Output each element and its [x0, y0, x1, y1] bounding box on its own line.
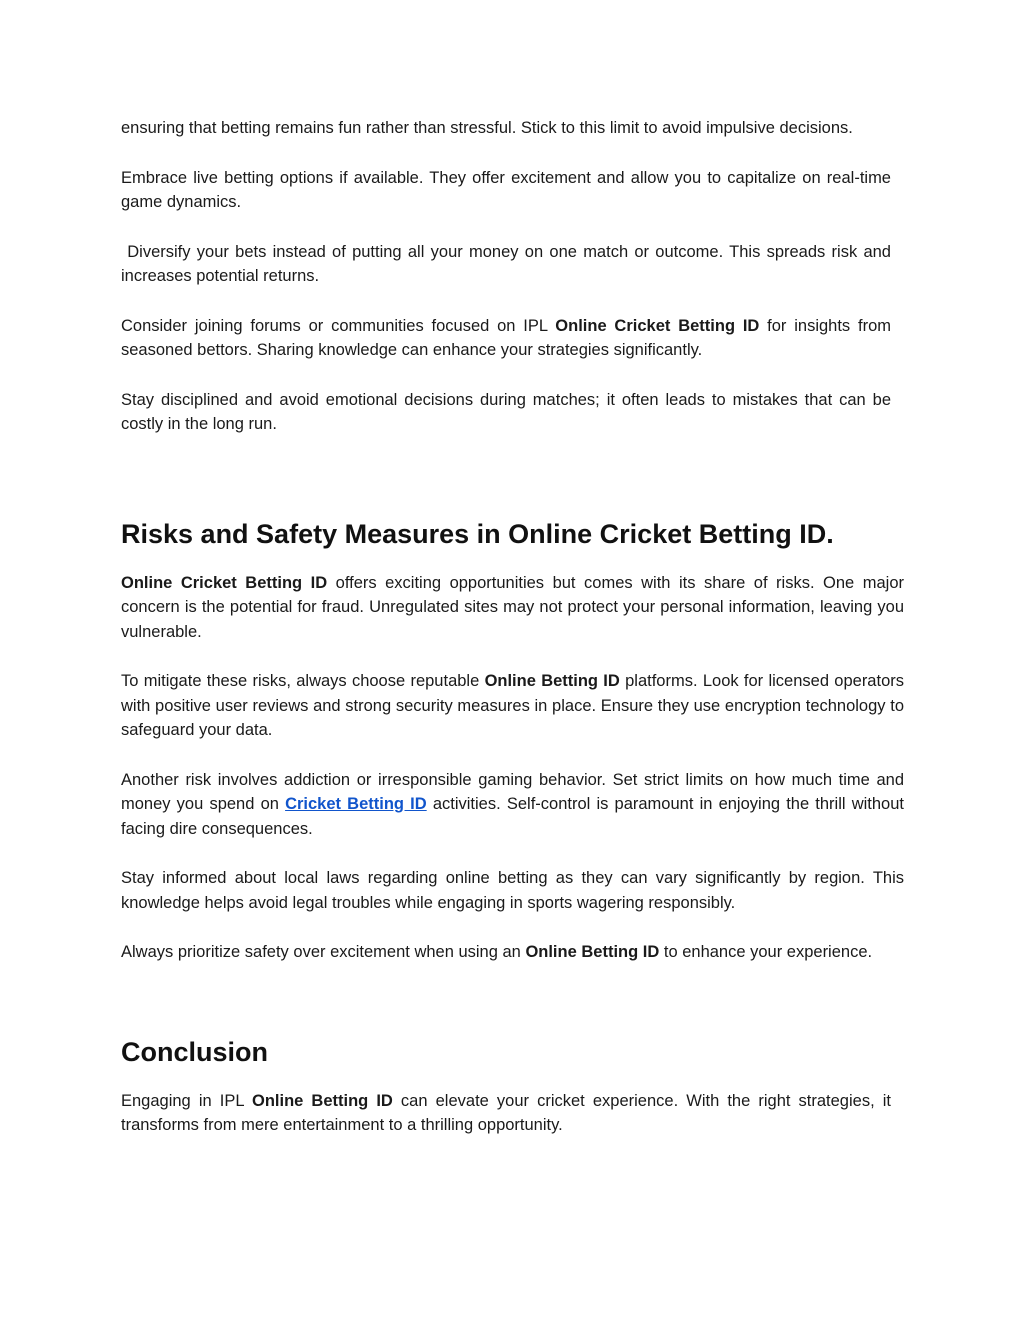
risks-paragraph-1-after: offers exciting opportunities but comes with its share of risks. One major concern is the potential for fraud. Unregulated sites may not protect your personal information, leaving you vulnerable.	[121, 573, 904, 641]
conclusion-paragraph-1-after: can elevate your cricket experience. With the right strategies, it transforms from mere entertainment to a thrilling opportunity.	[121, 1091, 891, 1134]
risks-paragraph-4: Stay informed about local laws regarding online betting as they can vary significantly by region. This knowledge helps avoid legal troubles while engaging in sports wagering responsibly.	[121, 869, 904, 912]
risks-paragraph-3-after: activities. Self-control is paramount in enjoying the thrill without facing dire consequences.	[121, 795, 904, 838]
document-page	[121, 116, 904, 1138]
intro-paragraph-4	[121, 314, 891, 363]
risks-paragraph-2-before: To mitigate these risks, always choose reputable	[121, 672, 485, 690]
conclusion-paragraph-1-before: Engaging in IPL	[121, 1091, 252, 1110]
risks-paragraph-5-before: Always prioritize safety over excitement when using an	[121, 943, 526, 961]
risks-paragraph-2-after: platforms. Look for licensed operators with positive user reviews and strong security measures in place. Ensure they use encryption technology to safeguard your data.	[121, 672, 904, 739]
keyword-online-betting-id: Online Betting ID	[525, 943, 660, 961]
keyword-online-betting-id: Online Betting ID	[252, 1091, 393, 1110]
keyword-online-betting-id: Online Betting ID	[484, 672, 620, 690]
conclusion-paragraph-1	[121, 1089, 891, 1138]
intro-paragraph-5: Stay disciplined and avoid emotional decisions during matches; it often leads to mistakes that can be costly in the long run.	[121, 390, 891, 433]
intro-paragraph-4-after: for insights from seasoned bettors. Sharing knowledge can enhance your strategies significantly.	[121, 316, 891, 359]
intro-paragraph-4-before: Consider joining forums or communities focused on IPL	[121, 316, 556, 335]
keyword-online-cricket-betting-id: Online Cricket Betting ID	[121, 573, 328, 592]
risks-paragraph-3	[121, 768, 904, 842]
risks-paragraph-2	[121, 669, 904, 743]
intro-paragraph-1: ensuring that betting remains fun rather than stressful. Stick to this limit to avoid impulsive decisions.	[121, 119, 853, 137]
conclusion-heading: Conclusion	[121, 1036, 268, 1067]
risks-paragraph-5-after: to enhance your experience.	[659, 943, 873, 961]
risks-paragraph-3-before: Another risk involves addiction or irresponsible gaming behavior. Set strict limits on how much time and money you spend on	[121, 770, 904, 813]
intro-paragraph-3: Diversify your bets instead of putting all your money on one match or outcome. This spreads risk and increases potential returns.	[121, 242, 896, 285]
risks-paragraph-1	[121, 571, 904, 645]
keyword-online-cricket-betting-id: Online Cricket Betting ID	[555, 316, 760, 335]
intro-paragraph-2: Embrace live betting options if available. They offer excitement and allow you to capitalize on real-time game dynamics.	[121, 168, 891, 211]
risks-paragraph-5	[121, 940, 904, 965]
cricket-betting-id-link[interactable]: Cricket Betting ID	[285, 795, 427, 813]
risks-heading: Risks and Safety Measures in Online Cricket Betting ID.	[121, 518, 834, 549]
